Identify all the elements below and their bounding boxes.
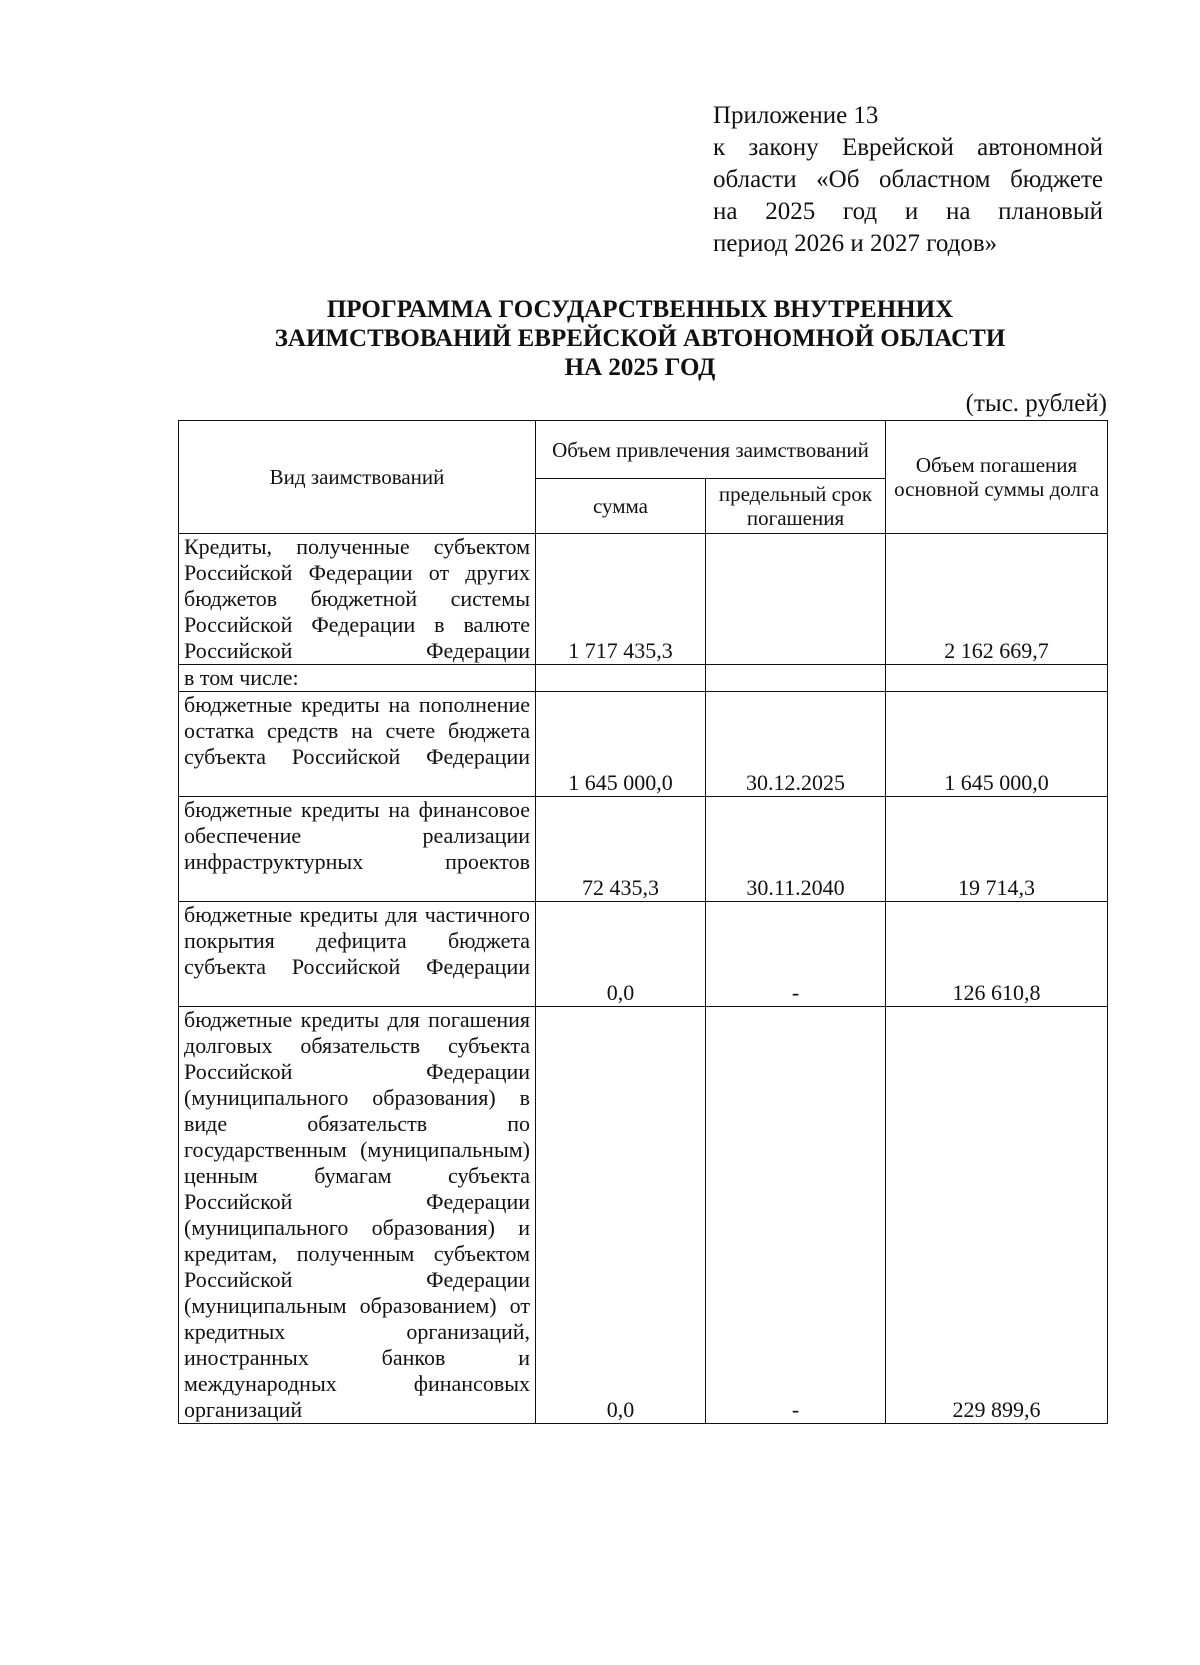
header-repayment-volume: Объем погашения основной суммы долга	[886, 421, 1108, 534]
row-term: -	[706, 902, 886, 1007]
appendix-line-3: области «Об областном бюджете	[713, 166, 1103, 193]
row-amount	[536, 665, 706, 692]
appendix-line-2: к закону Еврейской автономной	[713, 134, 1103, 161]
row-amount: 1 717 435,3	[536, 534, 706, 665]
table-row	[179, 692, 1108, 797]
row-term	[706, 665, 886, 692]
row-label: бюджетные кредиты для частичного покрытия дефицита бюджета субъекта Российской Федерации	[179, 902, 536, 1007]
title-line-3: НА 2025 ГОД	[564, 354, 716, 381]
row-term: 30.11.2040	[706, 797, 886, 902]
title-line-1: ПРОГРАММА ГОСУДАРСТВЕННЫХ ВНУТРЕННИХ	[326, 296, 954, 323]
table-row	[179, 797, 1108, 902]
row-label: в том числе:	[179, 665, 536, 692]
row-amount: 0,0	[536, 902, 706, 1007]
appendix-header	[713, 100, 1103, 260]
row-label: бюджетные кредиты на пополнение остатка средств на счете бюджета субъекта Российской Федерации	[179, 692, 536, 797]
row-term: 30.12.2025	[706, 692, 886, 797]
row-term	[706, 534, 886, 665]
row-amount: 0,0	[536, 1007, 706, 1424]
borrowings-table	[178, 420, 1108, 1424]
row-amount: 72 435,3	[536, 797, 706, 902]
header-amount: сумма	[536, 479, 706, 534]
row-repayment: 19 714,3	[886, 797, 1108, 902]
table-row	[179, 902, 1108, 1007]
row-repayment: 229 899,6	[886, 1007, 1108, 1424]
row-label: бюджетные кредиты для погашения долговых обязательств субъекта Российской Федерации (муниципального образования) в виде обязательств по государственным (муниципальным) ценным бумагам субъекта Российской Федерации (муниципального образования) и кредитам, полученным субъектом Российской Федерации (муниципальным образованием) от кредитных организаций, иностранных банков и международных финансовых организаций	[179, 1007, 536, 1424]
table-row	[179, 534, 1108, 665]
appendix-number: Приложение 13	[713, 102, 879, 129]
header-attraction-volume: Объем привлечения заимствований	[536, 421, 886, 479]
header-borrowing-type: Вид заимствований	[179, 421, 536, 534]
row-term: -	[706, 1007, 886, 1424]
row-repayment: 2 162 669,7	[886, 534, 1108, 665]
document-title	[175, 295, 1105, 382]
appendix-line-5: период 2026 и 2027 годов»	[713, 230, 998, 257]
header-term: предельный срок погашения	[706, 479, 886, 534]
units-note: (тыс. рублей)	[965, 390, 1107, 417]
row-repayment: 1 645 000,0	[886, 692, 1108, 797]
row-repayment: 126 610,8	[886, 902, 1108, 1007]
appendix-line-4: на 2025 год и на плановый	[713, 198, 1103, 225]
table-row	[179, 1007, 1108, 1424]
table-row	[179, 665, 1108, 692]
row-amount: 1 645 000,0	[536, 692, 706, 797]
title-line-2: ЗАИМСТВОВАНИЙ ЕВРЕЙСКОЙ АВТОНОМНОЙ ОБЛАСТИ	[274, 325, 1006, 352]
row-label: бюджетные кредиты на финансовое обеспечение реализации инфраструктурных проектов	[179, 797, 536, 902]
row-label: Кредиты, полученные субъектом Российской Федерации от других бюджетов бюджетной системы Российской Федерации в валюте Российской Федерации	[179, 534, 536, 665]
row-repayment	[886, 665, 1108, 692]
